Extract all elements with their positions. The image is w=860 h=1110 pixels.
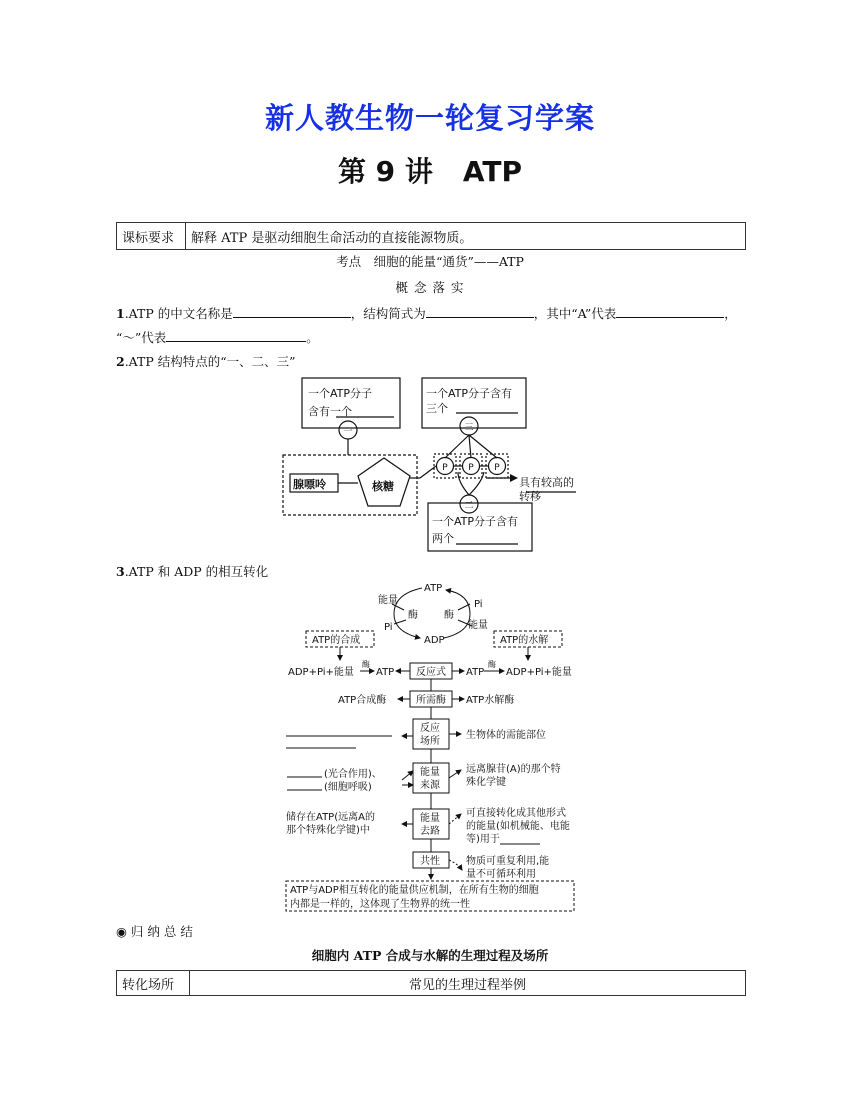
source-label-2: 来源 <box>420 780 440 791</box>
common-right-2: 量不可循环利用 <box>466 869 536 880</box>
conclusion-line-1: ATP与ADP相互转化的能量供应机制，在所有生物的细胞 <box>290 885 539 896</box>
dest-right-2: 的能量(如机械能、电能 <box>466 821 570 832</box>
requirement-label: 课标要求 <box>117 223 186 250</box>
q1-text-d: ， <box>724 306 737 321</box>
q1-blank-1[interactable] <box>233 305 351 318</box>
source-right-1: 远离腺苷(A)的那个特 <box>466 764 561 775</box>
enzyme-right: 酶 <box>444 610 454 621</box>
col-header-site: 转化场所 <box>117 971 190 996</box>
question-1 <box>116 304 737 322</box>
adp-bottom: ADP <box>424 635 445 646</box>
enzyme-left: 酶 <box>408 610 418 621</box>
kaodian-heading: 考点 细胞的能量“通货”——ATP <box>336 254 524 269</box>
q1-blank-4[interactable] <box>166 329 306 342</box>
phosphate-3-label: P <box>494 463 500 473</box>
atp-adp-conversion-diagram <box>282 580 582 914</box>
box1-line1: 一个ATP分子 <box>308 387 373 400</box>
q3-text: .ATP 和 ADP 的相互转化 <box>124 564 269 579</box>
formula-left-atp: ATP <box>376 667 395 678</box>
col-header-process: 常见的生理过程举例 <box>190 971 746 996</box>
dest-label-1: 能量 <box>420 813 440 824</box>
main-title: 新人教生物一轮复习学案 <box>264 101 595 135</box>
conclusion-line-2: 内都是一样的，这体现了生物界的统一性 <box>290 899 470 910</box>
question-1-cont <box>116 328 319 346</box>
dest-right-1: 可直接转化成其他形式 <box>466 808 566 819</box>
box-one-molecule <box>302 378 400 428</box>
circle-two-label: 二 <box>464 501 474 511</box>
atp-top: ATP <box>424 583 443 594</box>
enzyme-needed-label: 所需酶 <box>416 695 446 706</box>
right-label-2: 转移 <box>519 490 541 503</box>
q2-text: .ATP 结构特点的“一、二、三” <box>124 354 296 369</box>
energy-left: 能量 <box>378 595 398 606</box>
box2-line1: 一个ATP分子含有 <box>426 387 513 400</box>
energy-right: 能量 <box>468 620 488 631</box>
q3-number: 3 <box>116 564 125 579</box>
lecture-title <box>0 150 860 190</box>
dest-left-1: 储存在ATP(远离A的 <box>286 812 375 823</box>
q1-text-a: .ATP 的中文名称是 <box>124 306 233 321</box>
box3-line2: 两个 <box>432 532 454 545</box>
right-label-1: 具有较高的 <box>519 476 574 489</box>
q1-blank-2[interactable] <box>426 305 534 318</box>
phosphate-2-label: P <box>468 463 474 473</box>
hydrolase-label: ATP水解酶 <box>466 695 515 706</box>
lecture-topic: ATP <box>462 155 523 188</box>
q1-text-b: ，结构简式为 <box>350 306 426 321</box>
dest-left-2: 那个特殊化学键)中 <box>286 825 370 836</box>
q1-text-f: 。 <box>306 330 319 345</box>
circle-three-label: 三 <box>464 423 474 433</box>
circle-one-label: 一 <box>343 427 353 437</box>
source-left-2: (细胞呼吸) <box>324 782 372 793</box>
concept-heading: 概 念 落 实 <box>395 280 465 295</box>
common-label: 共性 <box>420 856 440 867</box>
pi-right: Pi <box>474 599 483 610</box>
box3-line1: 一个ATP分子含有 <box>432 515 519 528</box>
box2-line2: 三个 <box>426 402 448 415</box>
formula-right-enzyme: 酶 <box>488 660 496 669</box>
common-right-1: 物质可重复利用,能 <box>466 856 550 867</box>
requirement-table <box>116 222 746 250</box>
site-label-1: 反应 <box>420 723 440 734</box>
site-right: 生物体的需能部位 <box>466 730 546 741</box>
formula-right-atp: ATP <box>466 667 485 678</box>
question-3 <box>116 562 268 580</box>
atp-structure-diagram <box>270 372 590 554</box>
source-right-2: 殊化学键 <box>466 777 506 788</box>
q1-text-c: ，其中“A”代表 <box>533 306 617 321</box>
pi-left: Pi <box>384 622 393 633</box>
requirement-text: 解释 ATP 是驱动细胞生命活动的直接能源物质。 <box>186 223 746 250</box>
ribose-label: 核糖 <box>372 480 394 493</box>
q1-number: 1 <box>116 306 125 321</box>
summary-bullet-icon: ◉ <box>116 924 127 939</box>
q2-number: 2 <box>116 354 125 369</box>
lecture-number: 第 9 讲 <box>337 155 433 188</box>
dest-label-2: 去路 <box>420 826 440 837</box>
reaction-label: 反应式 <box>416 667 446 678</box>
source-left-1: (光合作用)、 <box>324 769 382 780</box>
dest-right-3: 等)用于 <box>466 834 500 845</box>
source-label-1: 能量 <box>420 767 440 778</box>
formula-right: ADP+Pi+能量 <box>506 667 572 678</box>
q1-text-e: “～”代表 <box>116 330 167 345</box>
summary-table-title: 细胞内 ATP 合成与水解的生理过程及场所 <box>311 948 549 963</box>
q1-blank-3[interactable] <box>616 305 724 318</box>
question-2 <box>116 352 296 370</box>
synthase-label: ATP合成酶 <box>338 695 387 706</box>
site-label-2: 场所 <box>420 736 440 747</box>
summary-table <box>116 970 746 996</box>
box1-line2: 含有一个 <box>308 405 352 418</box>
phosphate-1-label: P <box>442 463 448 473</box>
summary-heading <box>116 922 193 940</box>
formula-left: ADP+Pi+能量 <box>288 667 354 678</box>
hydrolysis-label: ATP的水解 <box>500 635 549 646</box>
formula-left-enzyme: 酶 <box>362 660 370 669</box>
summary-label: 归 纳 总 结 <box>130 924 193 939</box>
adenine-label: 腺嘌呤 <box>293 478 326 491</box>
synthesis-label: ATP的合成 <box>312 635 361 646</box>
